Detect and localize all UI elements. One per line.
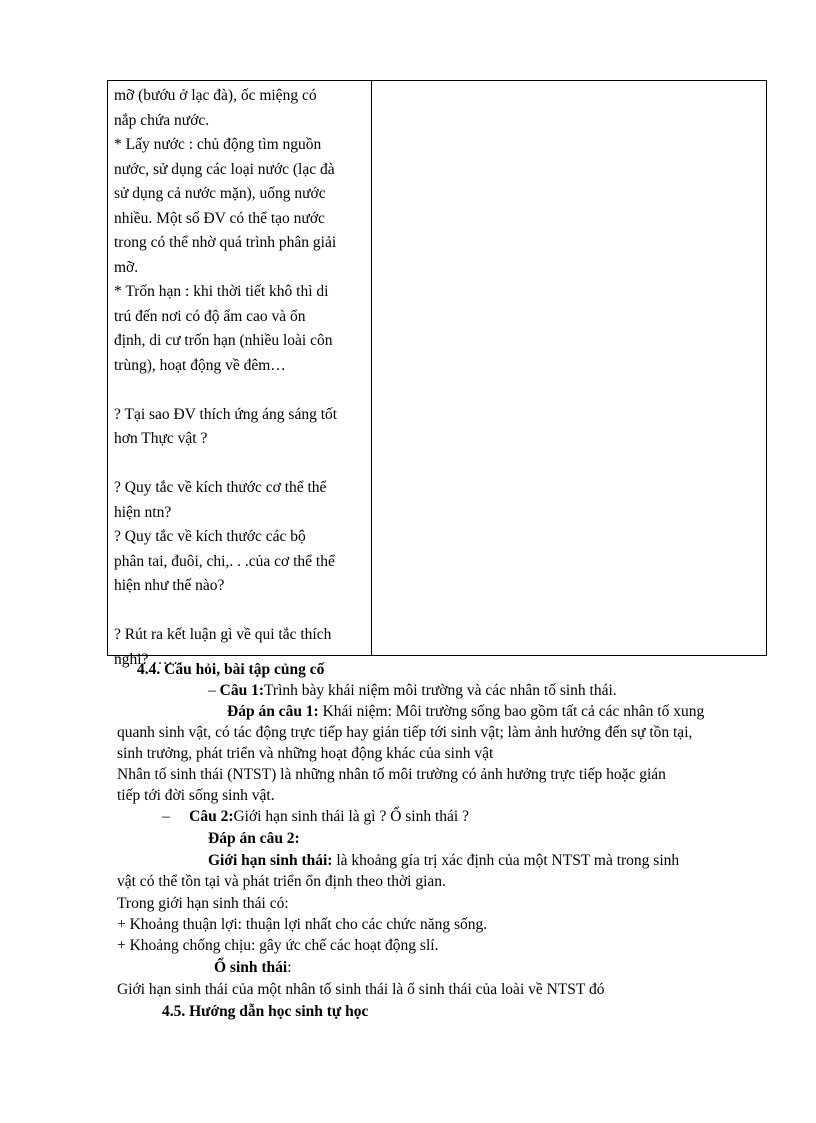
answer-2-label: Đáp án câu 2: <box>208 830 300 847</box>
table-right-column <box>372 81 766 655</box>
ghst-line-2: vật có thể tồn tại và phát triển ổn định theo thời gian. <box>117 873 446 890</box>
question-2: – Câu 2:Giới hạn sinh thái là gì ? Ổ sinh thái ? <box>162 808 469 825</box>
khoang-thuan-loi-line: + Khoảng thuận lợi: thuận lợi nhất cho các chức năng sống. <box>117 916 488 933</box>
answer-1-line-3: sinh trưởng, phát triển và những hoạt động khác của sinh vật <box>117 745 494 762</box>
table-text-line: nghi? …… <box>114 650 184 668</box>
o-sinh-thai-text: Giới hạn sinh thái của một nhân tố sinh thái là ổ sinh thái của loài về NTST đó <box>117 981 605 998</box>
table-text-line: phân tai, đuôi, chi,. . .của cơ thể thể <box>114 552 335 570</box>
table-blank-line <box>114 452 365 477</box>
table-blank-line <box>114 378 365 403</box>
trong-ghst-line: Trong giới hạn sinh thái có: <box>117 895 289 912</box>
table-text-line: nước, sử dụng các loại nước (lạc đà <box>114 160 335 178</box>
table-text-line: định, di cư trốn hạn (nhiều loài côn <box>114 332 333 349</box>
table-left-column <box>108 81 372 668</box>
table-text-line: ? Quy tắc về kích thước cơ thể thể <box>114 479 327 496</box>
answer-1-line-1: Đáp án câu 1: Khái niệm: Môi trường sống bao gồm tất cả các nhân tố xung <box>227 703 705 720</box>
question-1: – Câu 1:Trình bày khái niệm môi trường và các nhân tố sinh thái. <box>208 682 617 699</box>
table-text-line: hiện như thế nào? <box>114 577 225 594</box>
table-text-line: nắp chứa nước. <box>114 111 210 129</box>
khoang-chong-chiu-line: + Khoảng chống chịu: gây ức chế các hoạt động slí. <box>117 937 439 954</box>
table-text-line: * Trốn hạn : khi thời tiết khô thì di <box>114 283 329 300</box>
table-text-line: ? Rút ra kết luận gì về qui tắc thích <box>114 626 332 643</box>
table-text-line: hơn Thực vật ? <box>114 430 208 447</box>
section-heading-4-4: 4.4. Câu hỏi, bài tập củng cố <box>137 661 325 678</box>
table-text-line: hiện ntn? <box>114 503 172 521</box>
table-text-line: trú đến nơi có độ ẩm cao và ổn <box>114 307 306 325</box>
table-text-line: trong có thể nhờ quá trình phân giải <box>114 234 337 251</box>
table-text-line: ? Tại sao ĐV thích ứng áng sáng tốt <box>114 405 338 423</box>
table-text-line: mỡ. <box>114 258 139 276</box>
lesson-table <box>107 80 767 668</box>
table-text-line: trùng), hoạt động về đêm… <box>114 356 286 374</box>
table-blank-line <box>114 599 365 624</box>
ntst-line-2: tiếp tới đời sống sinh vật. <box>117 787 275 804</box>
table-text-line: sử dụng cả nước mặn), uống nước <box>114 185 326 202</box>
ntst-line-1: Nhân tố sinh thái (NTST) là những nhân tố môi trường có ảnh hưởng trực tiếp hoặc gián <box>117 766 666 783</box>
answer-1-line-2: quanh sinh vật, có tác động trực tiếp hay gián tiếp tới sinh vật; làm ảnh hưởng đến sự tồn tại, <box>117 724 693 741</box>
table-text-line: ? Quy tắc về kích thước các bộ <box>114 528 306 545</box>
o-sinh-thai-label: Ổ sinh thái: <box>214 959 292 976</box>
table-text-line: nhiều. Một số ĐV có thể tạo nước <box>114 209 325 227</box>
table-text-line: * Lấy nước : chủ động tìm nguồn <box>114 136 322 153</box>
ghst-line-1: Giới hạn sinh thái: là khoảng gía trị xác định của một NTST mà trong sinh <box>208 852 680 869</box>
table-text-line: mỡ (bướu ở lạc đà), ốc miệng có <box>114 87 317 104</box>
section-heading-4-5: 4.5. Hướng dẫn học sinh tự học <box>162 1003 369 1020</box>
